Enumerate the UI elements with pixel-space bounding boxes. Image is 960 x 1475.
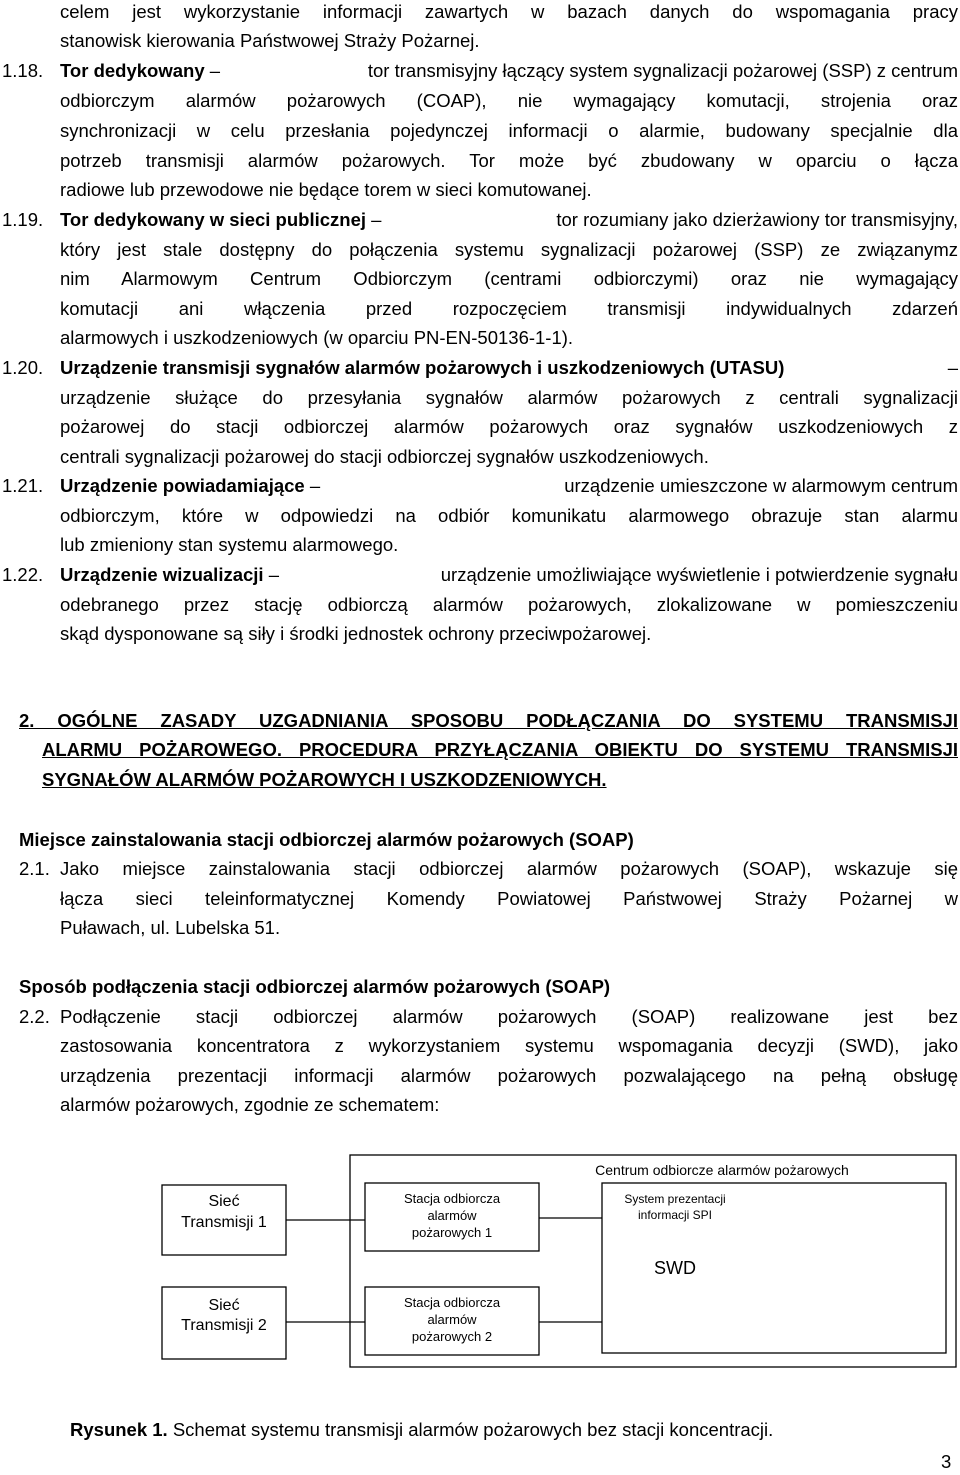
definition-first-line <box>60 356 958 380</box>
paragraph-line: łącza sieci teleinformatycznej Komendy Powiatowej Państwowej Straży Pożarnej w <box>60 888 958 909</box>
paragraph-line: synchronizacji w celu przesłania pojedynczej informacji o alarmie, budowany specjalnie dla <box>60 120 958 141</box>
figure-caption <box>70 1418 773 1442</box>
definition-number: 1.18. <box>2 60 44 81</box>
section-heading: 2. OGÓLNE ZASADY UZGADNIANIA SPOSOBU PODŁĄCZANIA DO SYSTEMU TRANSMISJI <box>19 710 958 731</box>
paragraph-line: alarmów pożarowych, zgodnie ze schematem: <box>60 1094 440 1115</box>
station-1-label: pożarowych 1 <box>411 1225 493 1240</box>
paragraph-line: urządzenia prezentacji informacji alarmów pożarowych pozwalającego na pełną obsługę <box>60 1065 958 1086</box>
station-2-label: pożarowych 2 <box>411 1329 493 1344</box>
station-2-label: alarmów <box>427 1312 477 1327</box>
definition-number: 1.19. <box>2 209 44 230</box>
definition-first-line <box>60 208 958 232</box>
paragraph-line: alarmowych i uszkodzeniowych (w oparciu PN-EN-50136-1-1). <box>60 327 574 348</box>
paragraph-line: Puławach, ul. Lubelska 51. <box>60 917 281 938</box>
paragraph-number: 2.1. <box>19 858 50 879</box>
paragraph-number: 2.2. <box>19 1006 50 1027</box>
receiving-centre-title: Centrum odbiorcze alarmów pożarowych <box>595 1162 849 1178</box>
paragraph-line: tor transmisyjny łączący system sygnalizacji pożarowej (SSP) z centrum <box>367 60 958 81</box>
page-number: 3 <box>941 1451 952 1472</box>
paragraph-line: odebranego przez stację odbiorczą alarmów pożarowych, zlokalizowane w pomieszczeniu <box>60 594 958 615</box>
paragraph-line: Podłączenie stacji odbiorczej alarmów pożarowych (SOAP) realizowane jest bez <box>60 1006 958 1027</box>
definition-number: 1.22. <box>2 564 44 585</box>
paragraph-line: który jest stale dostępny do połączenia systemu sygnalizacji pożarowej (SSP) ze związanymz <box>60 239 958 260</box>
swd-label: SWD <box>654 1258 696 1278</box>
paragraph-line: radiowe lub przewodowe nie będące torem w sieci komutowanej. <box>60 179 592 200</box>
station-1-label: Stacja odbiorcza <box>403 1191 501 1206</box>
definition-term: Urządzenie transmisji sygnałów alarmów pożarowych i uszkodzeniowych (UTASU) <box>60 357 785 378</box>
definition-first-line <box>60 563 958 587</box>
paragraph-line: tor rozumiany jako dzierżawiony tor transmisyjny, <box>556 209 958 230</box>
paragraph-line: nim Alarmowym Centrum Odbiorczym (centrami odbiorczymi) oraz nie wymagający <box>60 268 958 289</box>
subsection-heading: Miejsce zainstalowania stacji odbiorczej alarmów pożarowych (SOAP) <box>19 829 634 850</box>
station-1-label: alarmów <box>427 1208 477 1223</box>
definition-dash: – <box>263 564 280 585</box>
station-2-label: Stacja odbiorcza <box>403 1295 501 1310</box>
definition-term: Urządzenie wizualizacji <box>60 564 264 585</box>
paragraph-line: lub zmieniony stan systemu alarmowego. <box>60 534 399 555</box>
definition-dash: – <box>304 475 321 496</box>
definition-dash: – <box>366 209 382 230</box>
definition-term: Tor dedykowany w sieci publicznej <box>60 209 367 230</box>
paragraph-line: centrali sygnalizacji pożarowej do stacji odbiorczej sygnałów uszkodzeniowych. <box>60 446 709 467</box>
subsection-heading: Sposób podłączenia stacji odbiorczej alarmów pożarowych (SOAP) <box>19 976 611 997</box>
definition-term: Urządzenie powiadamiające <box>60 475 305 496</box>
paragraph-line: Jako miejsce zainstalowania stacji odbiorczej alarmów pożarowych (SOAP), wskazuje się <box>60 858 958 879</box>
paragraph-line: urządzenie służące do przesyłania sygnałów alarmów pożarowych z centrali sygnalizacji <box>60 387 958 408</box>
paragraph-line: odbiorczym alarmów pożarowych (COAP), nie wymagający komutacji, strojenia oraz <box>60 90 958 111</box>
section-heading: ALARMU POŻAROWEGO. PROCEDURA PRZYŁĄCZANIA OBIEKTU DO SYSTEMU TRANSMISJI <box>42 739 958 760</box>
caption-label: Rysunek 1. <box>70 1419 168 1440</box>
definition-first-line <box>60 474 958 498</box>
network-1-label: Sieć <box>208 1193 240 1210</box>
definition-first-line <box>60 59 958 83</box>
paragraph-line: stanowisk kierowania Państwowej Straży Pożarnej. <box>60 30 480 51</box>
network-1-label: Transmisji 1 <box>181 1214 267 1231</box>
caption-text: Schemat systemu transmisji alarmów pożarowych bez stacji koncentracji. <box>167 1419 774 1440</box>
transmission-schema-diagram <box>150 1150 960 1430</box>
network-2-label: Transmisji 2 <box>181 1317 267 1334</box>
paragraph-line: pożarowej do stacji odbiorczej alarmów pożarowych oraz sygnałów uszkodzeniowych z <box>60 416 958 437</box>
definition-dash: – <box>947 357 958 378</box>
spi-label: informacji SPI <box>637 1208 713 1222</box>
spi-label: System prezentacji <box>624 1192 726 1206</box>
paragraph-line: odbiorczym, które w odpowiedzi na odbiór komunikatu alarmowego obrazuje stan alarmu <box>60 505 958 526</box>
paragraph-line: urządzenie umożliwiające wyświetlenie i potwierdzenie sygnału <box>440 564 958 585</box>
paragraph-line: zastosowania koncentratora z wykorzystaniem systemu wspomagania decyzji (SWD), jako <box>60 1035 958 1056</box>
paragraph-line: skąd dysponowane są siły i środki jednostek ochrony przeciwpożarowej. <box>60 623 652 644</box>
definition-number: 1.20. <box>2 357 44 378</box>
definition-number: 1.21. <box>2 475 44 496</box>
definition-term: Tor dedykowany <box>60 60 205 81</box>
section-heading: SYGNAŁÓW ALARMÓW POŻAROWYCH I USZKODZENIOWYCH. <box>42 769 607 790</box>
paragraph-line: celem jest wykorzystanie informacji zawartych w bazach danych do wspomagania pracy <box>60 1 958 22</box>
paragraph-line: urządzenie umieszczone w alarmowym centrum <box>564 475 958 496</box>
definition-dash: – <box>204 60 221 81</box>
paragraph-line: potrzeb transmisji alarmów pożarowych. Tor może być zbudowany w oparciu o łącza <box>60 150 958 171</box>
paragraph-line: komutacji ani włączenia przed rozpoczęciem transmisji indywidualnych zdarzeń <box>60 298 958 319</box>
network-2-label: Sieć <box>208 1297 240 1314</box>
